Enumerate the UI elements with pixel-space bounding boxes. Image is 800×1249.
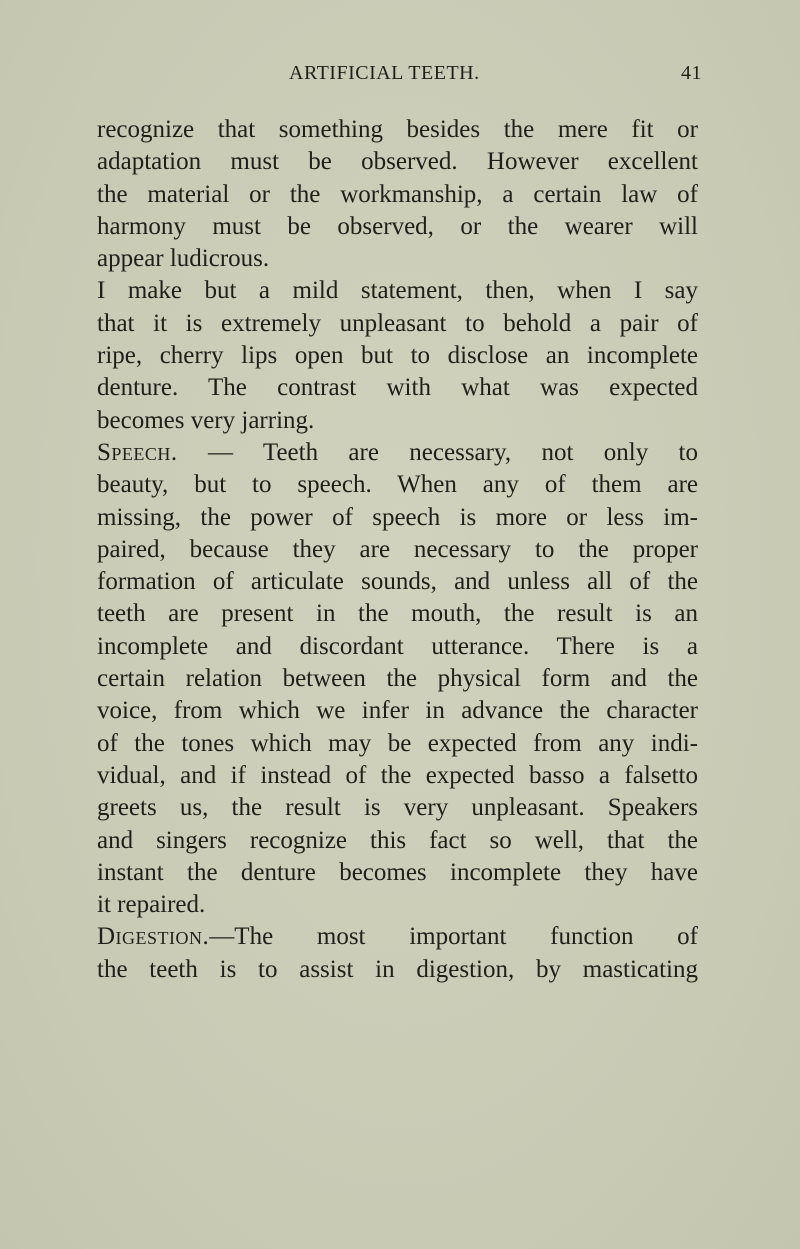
text-line: it repaired. xyxy=(97,891,206,919)
text-line: teeth are present in the mouth, the result is an xyxy=(97,600,698,628)
text-line: that it is extremely unpleasant to behold a pair of xyxy=(97,309,698,337)
text-line: formation of articulate sounds, and unless all of the xyxy=(97,568,698,596)
text-line: paired, because they are necessary to the proper xyxy=(97,535,698,563)
section-heading-line: Speech. — Teeth are necessary, not only to xyxy=(97,438,698,466)
text-line: missing, the power of speech is more or less im- xyxy=(97,503,698,531)
section-heading-line: Digestion.—The most important function of xyxy=(97,923,698,951)
body-text xyxy=(97,114,698,986)
text-line: vidual, and if instead of the expected basso a falsetto xyxy=(97,761,698,789)
text-line: beauty, but to speech. When any of them are xyxy=(97,471,698,499)
text-line: of the tones which may be expected from any indi- xyxy=(97,729,698,757)
section-heading-digestion: Digestion. xyxy=(97,923,210,951)
section-heading-speech: Speech. xyxy=(97,438,178,466)
text-line: recognize that something besides the mere fit or xyxy=(97,116,698,143)
text-line: harmony must be observed, or the wearer will xyxy=(97,212,698,240)
text-line: ripe, cherry lips open but to disclose an incomplete xyxy=(97,342,698,370)
running-head xyxy=(0,62,800,92)
text-line: incomplete and discordant utterance. There is a xyxy=(97,632,698,660)
text-line: greets us, the result is very unpleasant. Speakers xyxy=(97,794,698,822)
text-line: voice, from which we infer in advance the character xyxy=(97,697,698,725)
text-line: instant the denture becomes incomplete they have xyxy=(97,858,698,886)
text-line: I make but a mild statement, then, when I say xyxy=(97,277,698,305)
text-line: appear ludicrous. xyxy=(97,245,270,273)
text-line: becomes very jarring. xyxy=(97,406,315,434)
text-line: the material or the workmanship, a certain law of xyxy=(97,180,698,208)
text-line: adaptation must be observed. However excellent xyxy=(97,148,698,176)
page-number: 41 xyxy=(681,62,702,84)
text-line: certain relation between the physical form and the xyxy=(97,665,698,693)
running-title: ARTIFICIAL TEETH. xyxy=(289,62,480,84)
text-line: the teeth is to assist in digestion, by masticating xyxy=(97,955,698,983)
text-line: denture. The contrast with what was expected xyxy=(97,374,698,402)
text-line: and singers recognize this fact so well, that the xyxy=(97,826,698,854)
